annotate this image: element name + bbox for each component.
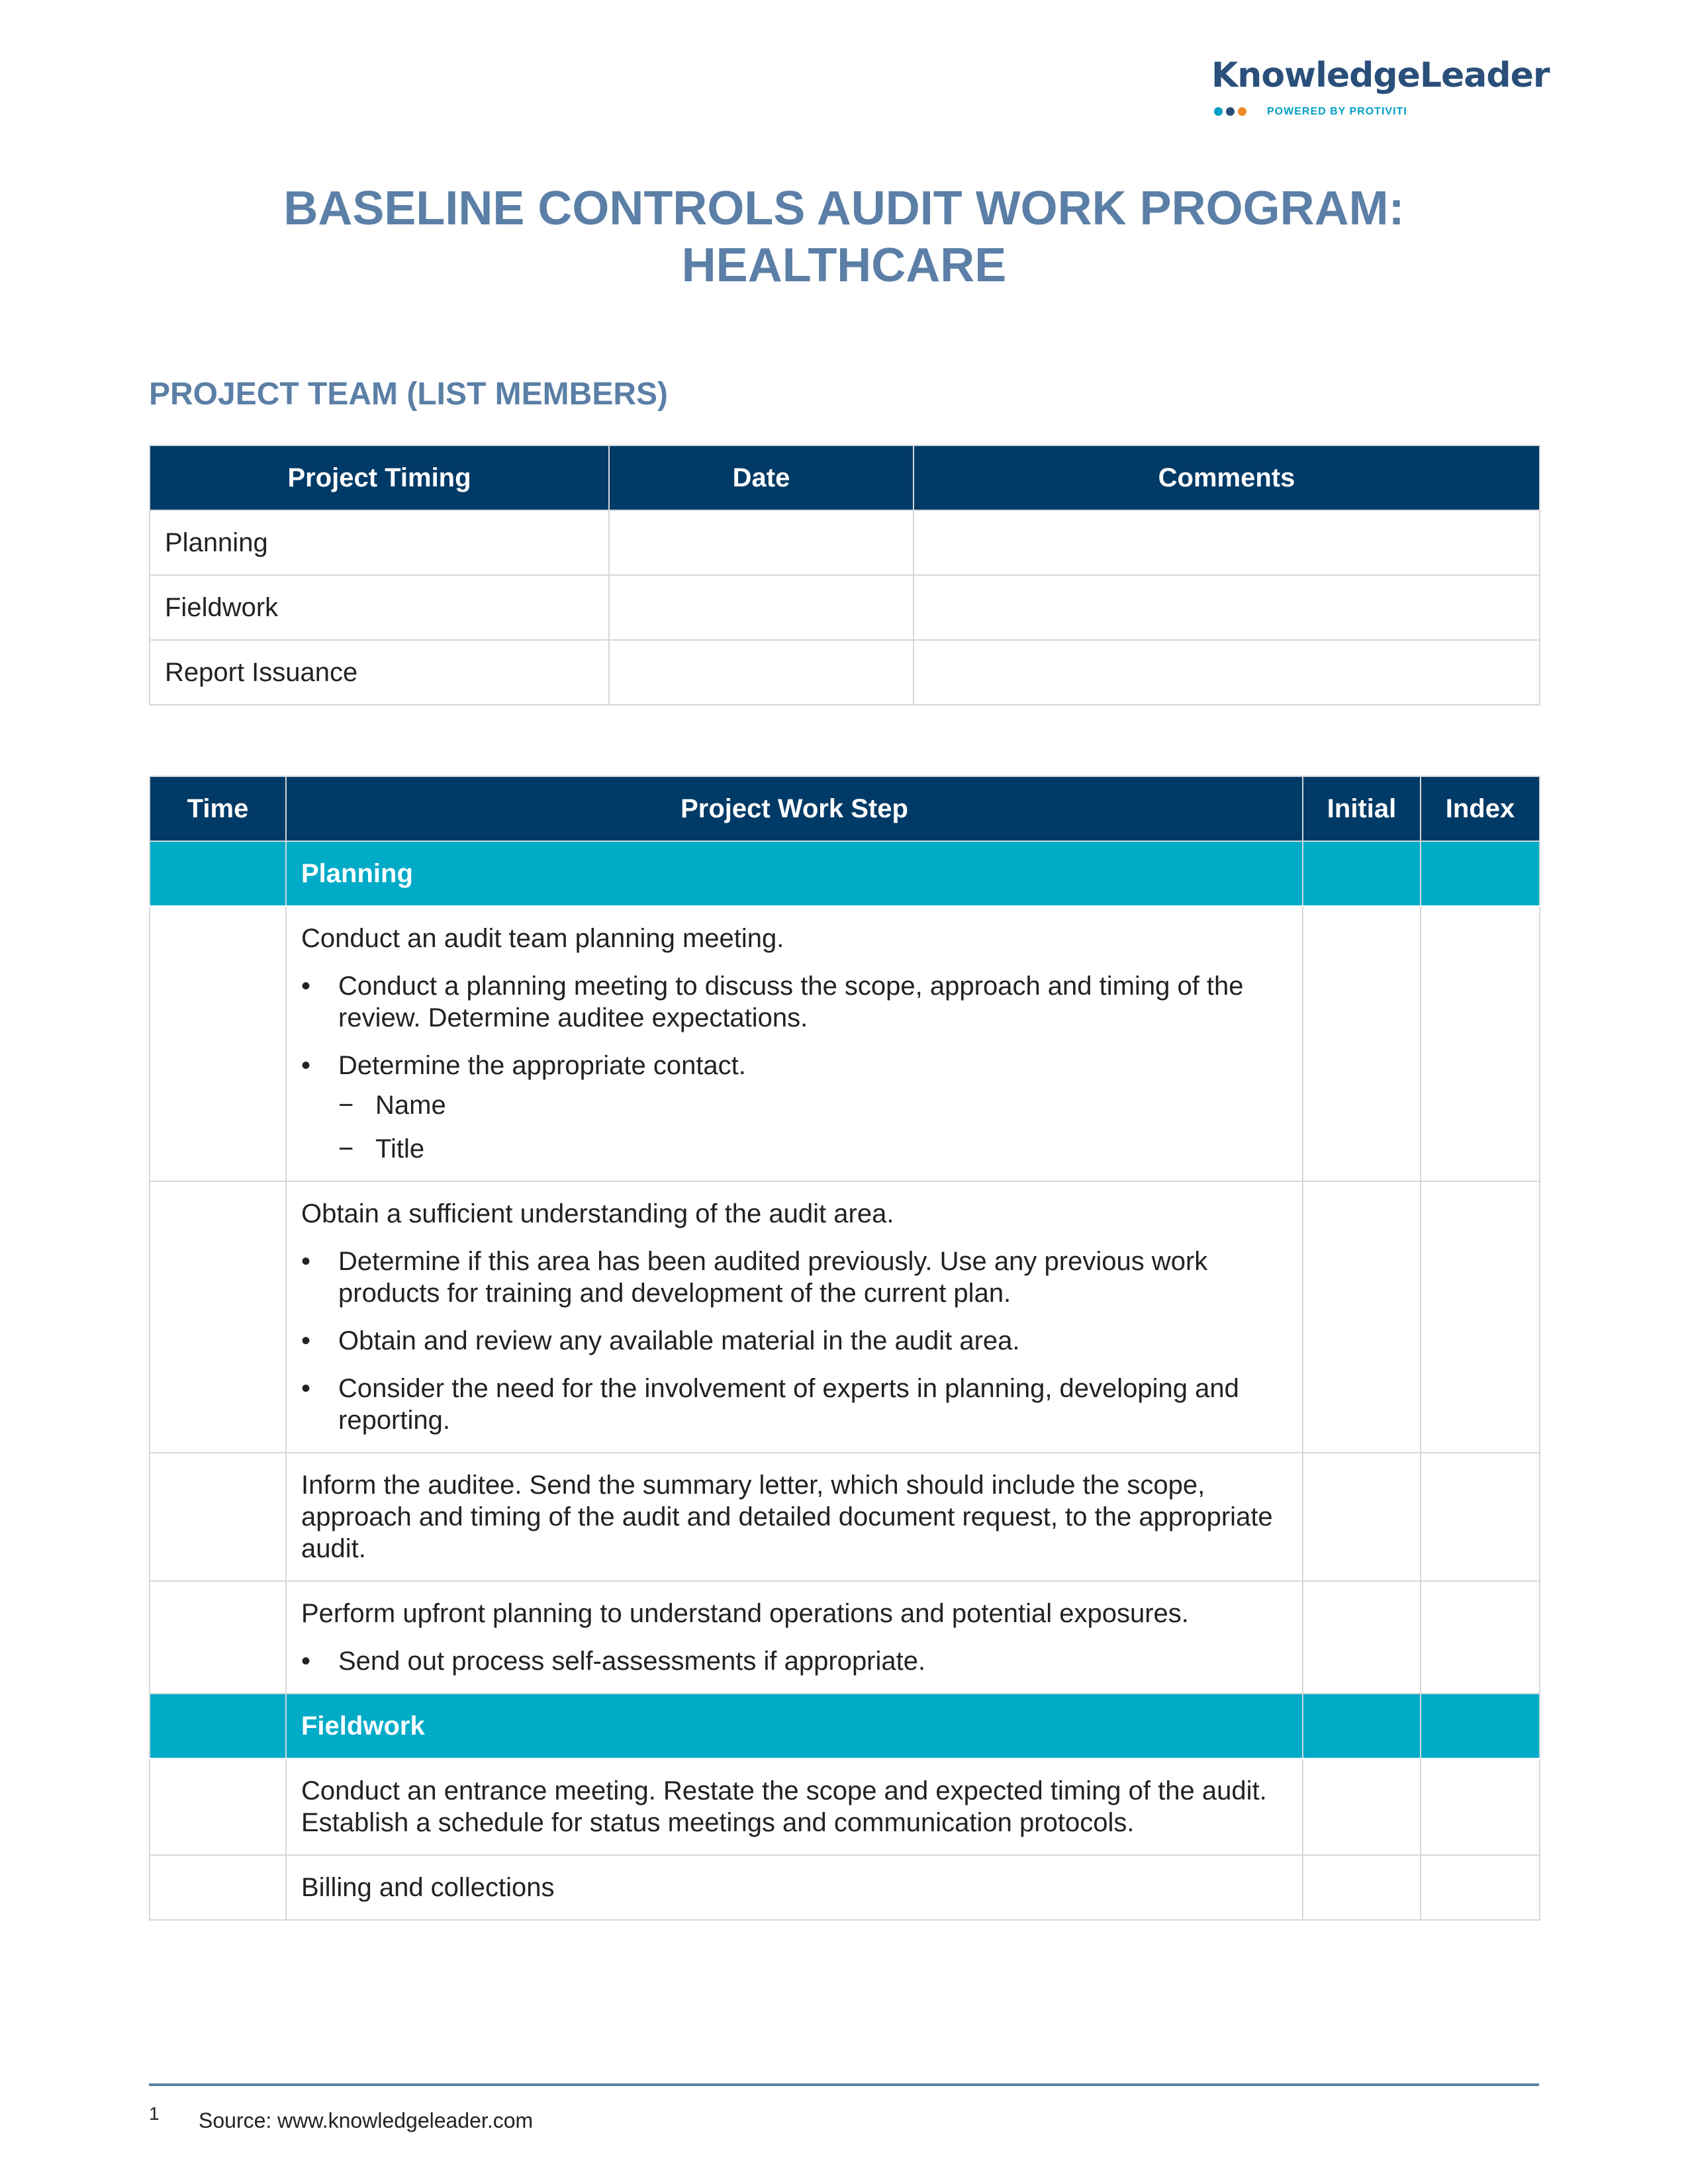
header-comments: Comments bbox=[914, 445, 1540, 510]
logo-tagline: POWERED BY PROTIVITI bbox=[1267, 106, 1407, 117]
index-cell[interactable] bbox=[1421, 1855, 1540, 1920]
bullet-item: • Determine the appropriate contact. bbox=[301, 1050, 1288, 1081]
time-cell[interactable] bbox=[150, 1453, 286, 1581]
sub-item: − Name bbox=[338, 1089, 1288, 1121]
table-row bbox=[150, 1453, 1540, 1581]
table-row bbox=[150, 640, 1540, 705]
table-row bbox=[150, 575, 1540, 640]
section-title: PROJECT TEAM (LIST MEMBERS) bbox=[149, 377, 669, 412]
index-cell[interactable] bbox=[1421, 1181, 1540, 1453]
timing-cell: Report Issuance bbox=[150, 640, 609, 705]
step-lead: Perform upfront planning to understand operations and potential exposures. bbox=[301, 1599, 1189, 1628]
section-label: Planning bbox=[286, 841, 1303, 906]
header-time: Time bbox=[150, 776, 286, 841]
footer-source: Source: www.knowledgeleader.com bbox=[199, 2109, 534, 2132]
bullet-item: • Consider the need for the involvement of experts in planning, developing and reporting. bbox=[301, 1373, 1288, 1436]
initial-cell[interactable] bbox=[1303, 1758, 1421, 1855]
comments-cell[interactable] bbox=[914, 575, 1540, 640]
time-cell[interactable] bbox=[150, 906, 286, 1181]
logo-dots-icon bbox=[1214, 107, 1250, 119]
time-cell[interactable] bbox=[150, 1855, 286, 1920]
index-cell[interactable] bbox=[1421, 1758, 1540, 1855]
header-date: Date bbox=[609, 445, 914, 510]
step-lead: Conduct an audit team planning meeting. bbox=[301, 924, 784, 953]
knowledgeleader-logo bbox=[1211, 56, 1550, 119]
page-number: 1 bbox=[149, 2103, 160, 2124]
work-step-cell bbox=[286, 1581, 1303, 1694]
initial-cell[interactable] bbox=[1303, 1855, 1421, 1920]
step-lead: Obtain a sufficient understanding of the audit area. bbox=[301, 1199, 894, 1228]
work-step-cell: Billing and collections bbox=[286, 1855, 1303, 1920]
initial-cell[interactable] bbox=[1303, 1581, 1421, 1694]
comments-cell[interactable] bbox=[914, 510, 1540, 575]
work-program-table bbox=[149, 776, 1540, 1921]
header-work-step: Project Work Step bbox=[286, 776, 1303, 841]
logo-brand: KnowledgeLeader bbox=[1211, 56, 1550, 95]
time-cell[interactable] bbox=[150, 1181, 286, 1453]
title-line-2: HEALTHCARE bbox=[681, 239, 1007, 292]
document-title bbox=[0, 180, 1688, 294]
header-project-timing: Project Timing bbox=[150, 445, 609, 510]
index-cell[interactable] bbox=[1421, 1581, 1540, 1694]
table-row bbox=[150, 1581, 1540, 1694]
sub-item: − Title bbox=[338, 1133, 1288, 1165]
header-index: Index bbox=[1421, 776, 1540, 841]
header-initial: Initial bbox=[1303, 776, 1421, 841]
work-step-cell: Conduct an entrance meeting. Restate the scope and expected timing of the audit. Establish a schedule for status meetings and communication protocols. bbox=[286, 1758, 1303, 1855]
bullet-item: • Determine if this area has been audited previously. Use any previous work products for training and development of the current plan. bbox=[301, 1246, 1288, 1309]
initial-cell[interactable] bbox=[1303, 1181, 1421, 1453]
work-step-cell: Inform the auditee. Send the summary letter, which should include the scope, approach and timing of the audit and detailed document request, to the appropriate audit. bbox=[286, 1453, 1303, 1581]
timing-cell: Fieldwork bbox=[150, 575, 609, 640]
table-header-row bbox=[150, 445, 1540, 510]
work-step-cell bbox=[286, 906, 1303, 1181]
title-line-1: BASELINE CONTROLS AUDIT WORK PROGRAM: bbox=[283, 182, 1405, 235]
section-label: Fieldwork bbox=[286, 1694, 1303, 1758]
table-row bbox=[150, 510, 1540, 575]
bullet-item: • Send out process self-assessments if appropriate. bbox=[301, 1645, 1288, 1677]
date-cell[interactable] bbox=[609, 510, 914, 575]
table-row bbox=[150, 1758, 1540, 1855]
initial-cell[interactable] bbox=[1303, 906, 1421, 1181]
comments-cell[interactable] bbox=[914, 640, 1540, 705]
bullet-item: • Obtain and review any available material in the audit area. bbox=[301, 1325, 1288, 1357]
date-cell[interactable] bbox=[609, 575, 914, 640]
project-timing-table bbox=[149, 445, 1540, 705]
time-cell[interactable] bbox=[150, 1581, 286, 1694]
index-cell[interactable] bbox=[1421, 906, 1540, 1181]
timing-cell: Planning bbox=[150, 510, 609, 575]
date-cell[interactable] bbox=[609, 640, 914, 705]
time-cell[interactable] bbox=[150, 1758, 286, 1855]
section-row-planning bbox=[150, 841, 1540, 906]
table-header-row bbox=[150, 776, 1540, 841]
footer-divider bbox=[149, 2083, 1539, 2086]
work-step-cell bbox=[286, 1181, 1303, 1453]
initial-cell[interactable] bbox=[1303, 1453, 1421, 1581]
index-cell[interactable] bbox=[1421, 1453, 1540, 1581]
section-row-fieldwork bbox=[150, 1694, 1540, 1758]
bullet-item: • Conduct a planning meeting to discuss the scope, approach and timing of the review. Determine auditee expectations. bbox=[301, 970, 1288, 1034]
table-row bbox=[150, 906, 1540, 1181]
table-row bbox=[150, 1181, 1540, 1453]
table-row bbox=[150, 1855, 1540, 1920]
